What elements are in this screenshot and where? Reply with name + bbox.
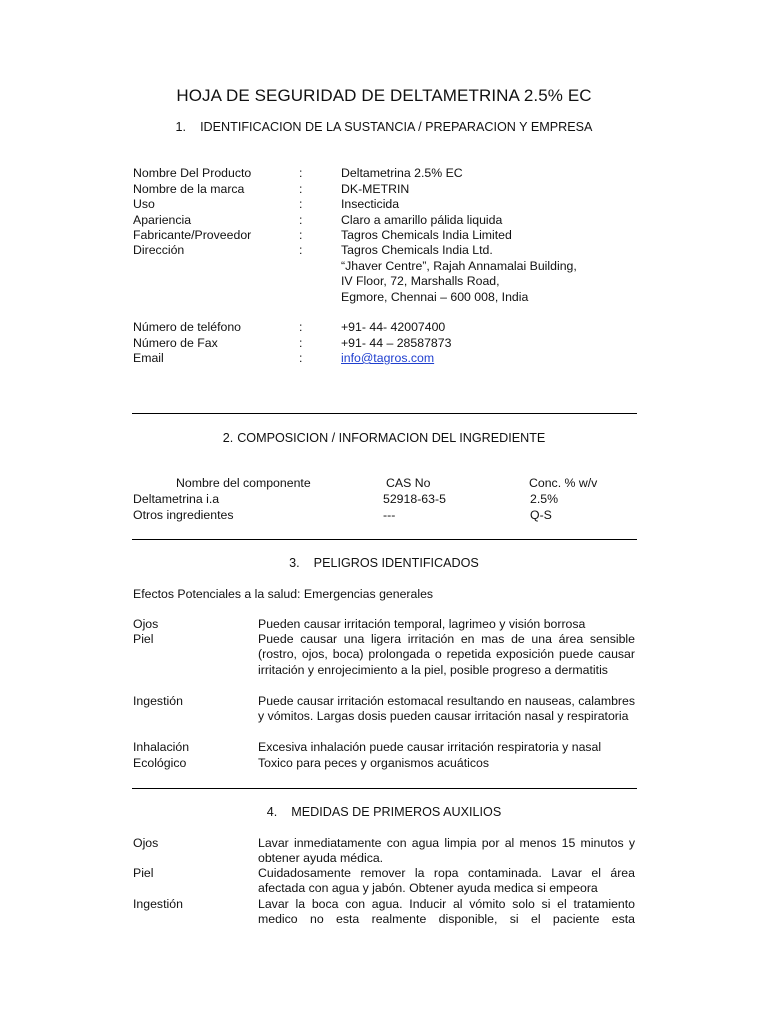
hazard-label: Ingestión (133, 694, 183, 708)
field-label: Nombre Del Producto (133, 166, 252, 180)
first-aid-text: Cuidadosamente remover la ropa contaminada. Lavar el área afectada con agua y jabón. Obtener ayuda medica si empeora (258, 866, 635, 896)
column-header-component: Nombre del componente (176, 476, 311, 490)
hazard-text: Excesiva inhalación puede causar irritación respiratoria y nasal (258, 740, 602, 754)
section-3-intro: Efectos Potenciales a la salud: Emergencias generales (133, 587, 434, 601)
field-label: Fabricante/Proveedor (133, 228, 252, 242)
hazard-text: Puede causar irritación estomacal resultando en nauseas, calambres y vómitos. Largas dosis pueden causar irritación nasal y respiratoria (258, 694, 635, 724)
first-aid-label: Piel (133, 866, 154, 880)
field-colon: : (299, 166, 303, 180)
field-value: DK-METRIN (341, 182, 410, 196)
field-colon: : (299, 182, 303, 196)
field-label: Dirección (133, 243, 185, 257)
field-colon: : (299, 320, 303, 334)
section-2-heading (0, 431, 768, 445)
table-cell-component: Deltametrina i.a (133, 492, 220, 506)
field-label: Número de teléfono (133, 320, 242, 334)
first-aid-text: Lavar inmediatamente con agua limpia por al menos 15 minutos y obtener ayuda médica. (258, 836, 635, 866)
first-aid-text: Lavar la boca con agua. Inducir al vómito solo si el tratamiento medico no esta realmente disponible, si el paciente esta (258, 897, 635, 927)
section-4-number: 4. (266, 805, 278, 819)
column-header-conc: Conc. % w/v (529, 476, 598, 490)
section-3-heading (0, 556, 768, 570)
hazard-text: Puede causar una ligera irritación en mas de una área sensible (rostro, ojos, boca) prolongada o repetida exposición puede causar irritación y enrojecimiento a la piel, posible progreso a dermatitis (258, 632, 635, 677)
field-label: Email (133, 351, 164, 365)
field-label: Nombre de la marca (133, 182, 245, 196)
field-value: Insecticida (341, 197, 400, 211)
section-2-heading-text: COMPOSICION / INFORMACION DEL INGREDIENTE (237, 431, 546, 445)
field-colon: : (299, 197, 303, 211)
table-cell-conc: Q-S (530, 508, 552, 522)
hazard-text: Toxico para peces y organismos acuáticos (258, 756, 490, 770)
first-aid-label: Ojos (133, 836, 159, 850)
field-colon: : (299, 213, 303, 227)
section-4-heading (0, 805, 768, 819)
address-line-text: IV Floor, 72, Marshalls Road, (341, 274, 500, 288)
field-value: +91- 44 – 28587873 (341, 336, 452, 350)
table-cell-cas: --- (383, 508, 396, 522)
field-label: Apariencia (133, 213, 192, 227)
address-line-text: “Jhaver Centre”, Rajah Annamalai Building, (341, 259, 577, 273)
section-1-number: 1. (175, 120, 187, 134)
section-3-number: 3. (289, 556, 300, 570)
column-header-cas: CAS No (386, 476, 431, 490)
field-colon: : (299, 243, 303, 257)
field-label: Número de Fax (133, 336, 218, 350)
section-1-heading-text: IDENTIFICACION DE LA SUSTANCIA / PREPARACION Y EMPRESA (200, 120, 593, 134)
field-value: Tagros Chemicals India Ltd. (341, 243, 493, 257)
section-4-heading-text: MEDIDAS DE PRIMEROS AUXILIOS (291, 805, 502, 819)
hazard-label: Piel (133, 632, 154, 646)
table-cell-conc: 2.5% (530, 492, 559, 506)
hazard-label: Ecológico (133, 756, 187, 770)
field-label: Uso (133, 197, 155, 211)
field-value: +91- 44- 42007400 (341, 320, 446, 334)
section-divider (132, 413, 637, 414)
section-2-number: 2. (222, 431, 234, 445)
email-link[interactable]: info@tagros.com (341, 351, 435, 365)
section-1-heading (0, 120, 768, 134)
field-colon: : (299, 351, 303, 365)
table-cell-component: Otros ingredientes (133, 508, 234, 522)
hazard-text: Pueden causar irritación temporal, lagrimeo y visión borrosa (258, 617, 586, 631)
section-divider (132, 788, 637, 789)
address-line-text: Egmore, Chennai – 600 008, India (341, 290, 529, 304)
table-cell-cas: 52918-63-5 (383, 492, 446, 506)
field-colon: : (299, 336, 303, 350)
first-aid-label: Ingestión (133, 897, 183, 911)
field-value: Tagros Chemicals India Limited (341, 228, 512, 242)
section-3-heading-text: PELIGROS IDENTIFICADOS (313, 556, 479, 570)
field-colon: : (299, 228, 303, 242)
hazard-label: Inhalación (133, 740, 190, 754)
hazard-label: Ojos (133, 617, 159, 631)
field-value: Deltametrina 2.5% EC (341, 166, 463, 180)
field-value: Claro a amarillo pálida liquida (341, 213, 503, 227)
section-divider (132, 539, 637, 540)
document-title: HOJA DE SEGURIDAD DE DELTAMETRINA 2.5% EC (176, 86, 592, 105)
